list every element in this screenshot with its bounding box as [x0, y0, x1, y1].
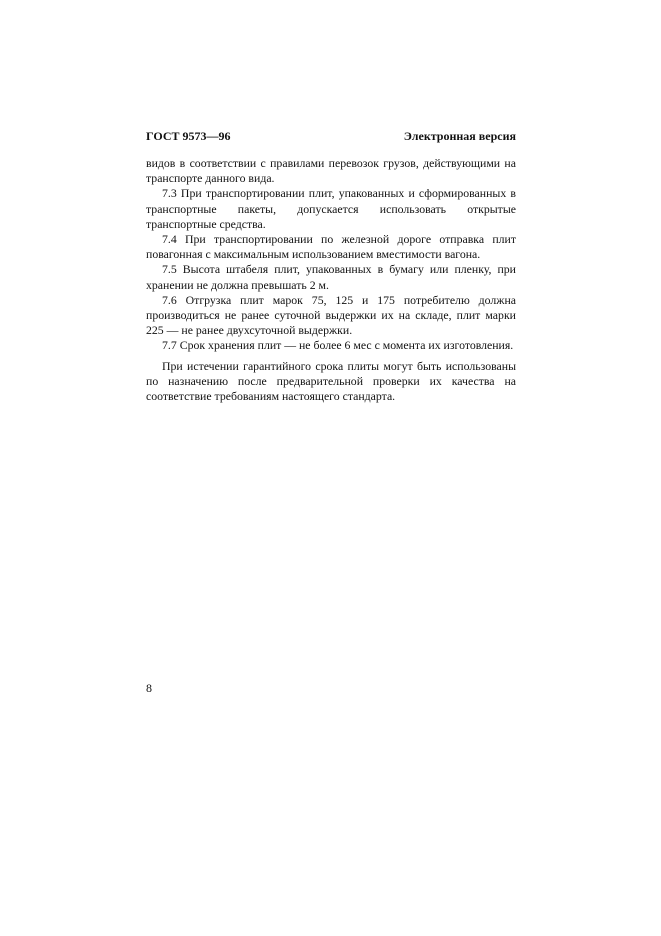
paragraph-7-4: 7.4 При транспортировании по железной дороге отправка плит повагонная с максимальным использованием вместимости вагона.	[146, 232, 516, 262]
paragraph-7-5: 7.5 Высота штабеля плит, упакованных в бумагу или пленку, при хранении не должна превышать 2 м.	[146, 262, 516, 292]
body-text	[146, 156, 516, 404]
paragraph-7-3: 7.3 При транспортировании плит, упакованных и сформированных в транспортные пакеты, допускается использовать открытые транспортные средства.	[146, 186, 516, 231]
paragraph-continuation: видов в соответствии с правилами перевозок грузов, действующими на транспорте данного вида.	[146, 156, 516, 186]
document-id: ГОСТ 9573—96	[146, 129, 231, 143]
paragraph-warranty-expiry: При истечении гарантийного срока плиты могут быть использованы по назначению после предварительной проверки их качества на соответствие требованиям настоящего стандарта.	[146, 358, 516, 404]
paragraph-7-6: 7.6 Отгрузка плит марок 75, 125 и 175 потребителю должна производиться не ранее суточной выдержки их на складе, плит марки 225 — не ранее двухсуточной выдержки.	[146, 292, 516, 338]
version-label: Электронная версия	[403, 129, 516, 143]
page-number: 8	[146, 681, 152, 695]
page-header	[146, 129, 516, 145]
paragraph-7-7: 7.7 Срок хранения плит — не более 6 мес с момента их изготовления.	[162, 338, 514, 353]
